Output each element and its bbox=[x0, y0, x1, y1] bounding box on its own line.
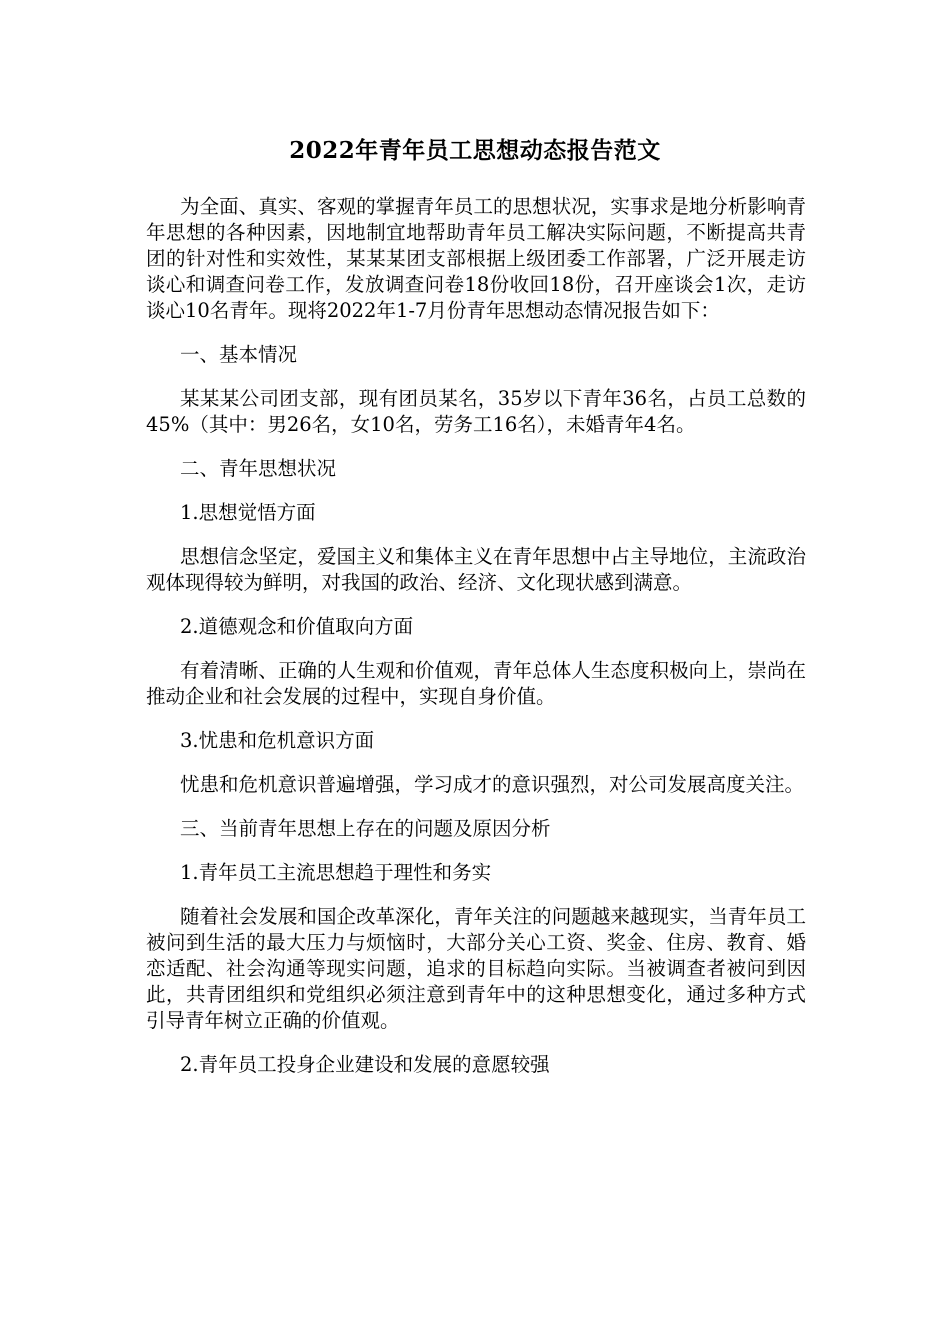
subheading-rational-pragmatic: 1.青年员工主流思想趋于理性和务实 bbox=[180, 861, 492, 884]
paragraph-moral-values: 有着清晰、正确的人生观和价值观，青年总体人生态度积极向上，崇尚在推动企业和社会发展的过程中，实现自身价值。 bbox=[146, 659, 806, 708]
subheading-moral-values: 2.道德观念和价值取向方面 bbox=[180, 615, 414, 638]
paragraph-ideological-awareness: 思想信念坚定，爱国主义和集体主义在青年思想中占主导地位，主流政治观体现得较为鲜明，对我国的政治、经济、文化现状感到满意。 bbox=[146, 545, 806, 594]
subheading-ideological-awareness: 1.思想觉悟方面 bbox=[180, 501, 316, 524]
subheading-crisis-awareness: 3.忧患和危机意识方面 bbox=[180, 729, 375, 752]
paragraph-basic-info: 某某某公司团支部，现有团员某名，35岁以下青年36名，占员工总数的45%（其中：男26名，女10名，劳务工16名），未婚青年4名。 bbox=[146, 387, 806, 436]
section-heading-problems: 三、当前青年思想上存在的问题及原因分析 bbox=[180, 817, 551, 840]
paragraph-rational-pragmatic: 随着社会发展和国企改革深化，青年关注的问题越来越现实，当青年员工被问到生活的最大压力与烦恼时，大部分关心工资、奖金、住房、教育、婚恋适配、社会沟通等现实问题，追求的目标趋向实际。当被调查者被问到因此，共青团组织和党组织必须注意到青年中的这种思想变化，通过多种方式引导青年树立正确的价值观。 bbox=[146, 905, 806, 1032]
section-heading-basic-info: 一、基本情况 bbox=[180, 343, 298, 366]
section-heading-youth-thought: 二、青年思想状况 bbox=[180, 457, 337, 480]
document-title: 2022年青年员工思想动态报告范文 bbox=[289, 137, 661, 164]
paragraph-crisis-awareness: 忧患和危机意识普遍增强，学习成才的意识强烈，对公司发展高度关注。 bbox=[180, 773, 805, 796]
document-body bbox=[146, 194, 806, 1078]
subheading-enterprise-willingness: 2.青年员工投身企业建设和发展的意愿较强 bbox=[180, 1053, 550, 1076]
intro-paragraph: 为全面、真实、客观的掌握青年员工的思想状况，实事求是地分析影响青年思想的各种因素，因地制宜地帮助青年员工解决实际问题，不断提高共青团的针对性和实效性，某某某团支部根据上级团委工作部署，广泛开展走访谈心和调查问卷工作，发放调查问卷18份收回18份，召开座谈会1次，走访谈心10名青年。现将2022年1-7月份青年思想动态情况报告如下： bbox=[146, 195, 806, 322]
